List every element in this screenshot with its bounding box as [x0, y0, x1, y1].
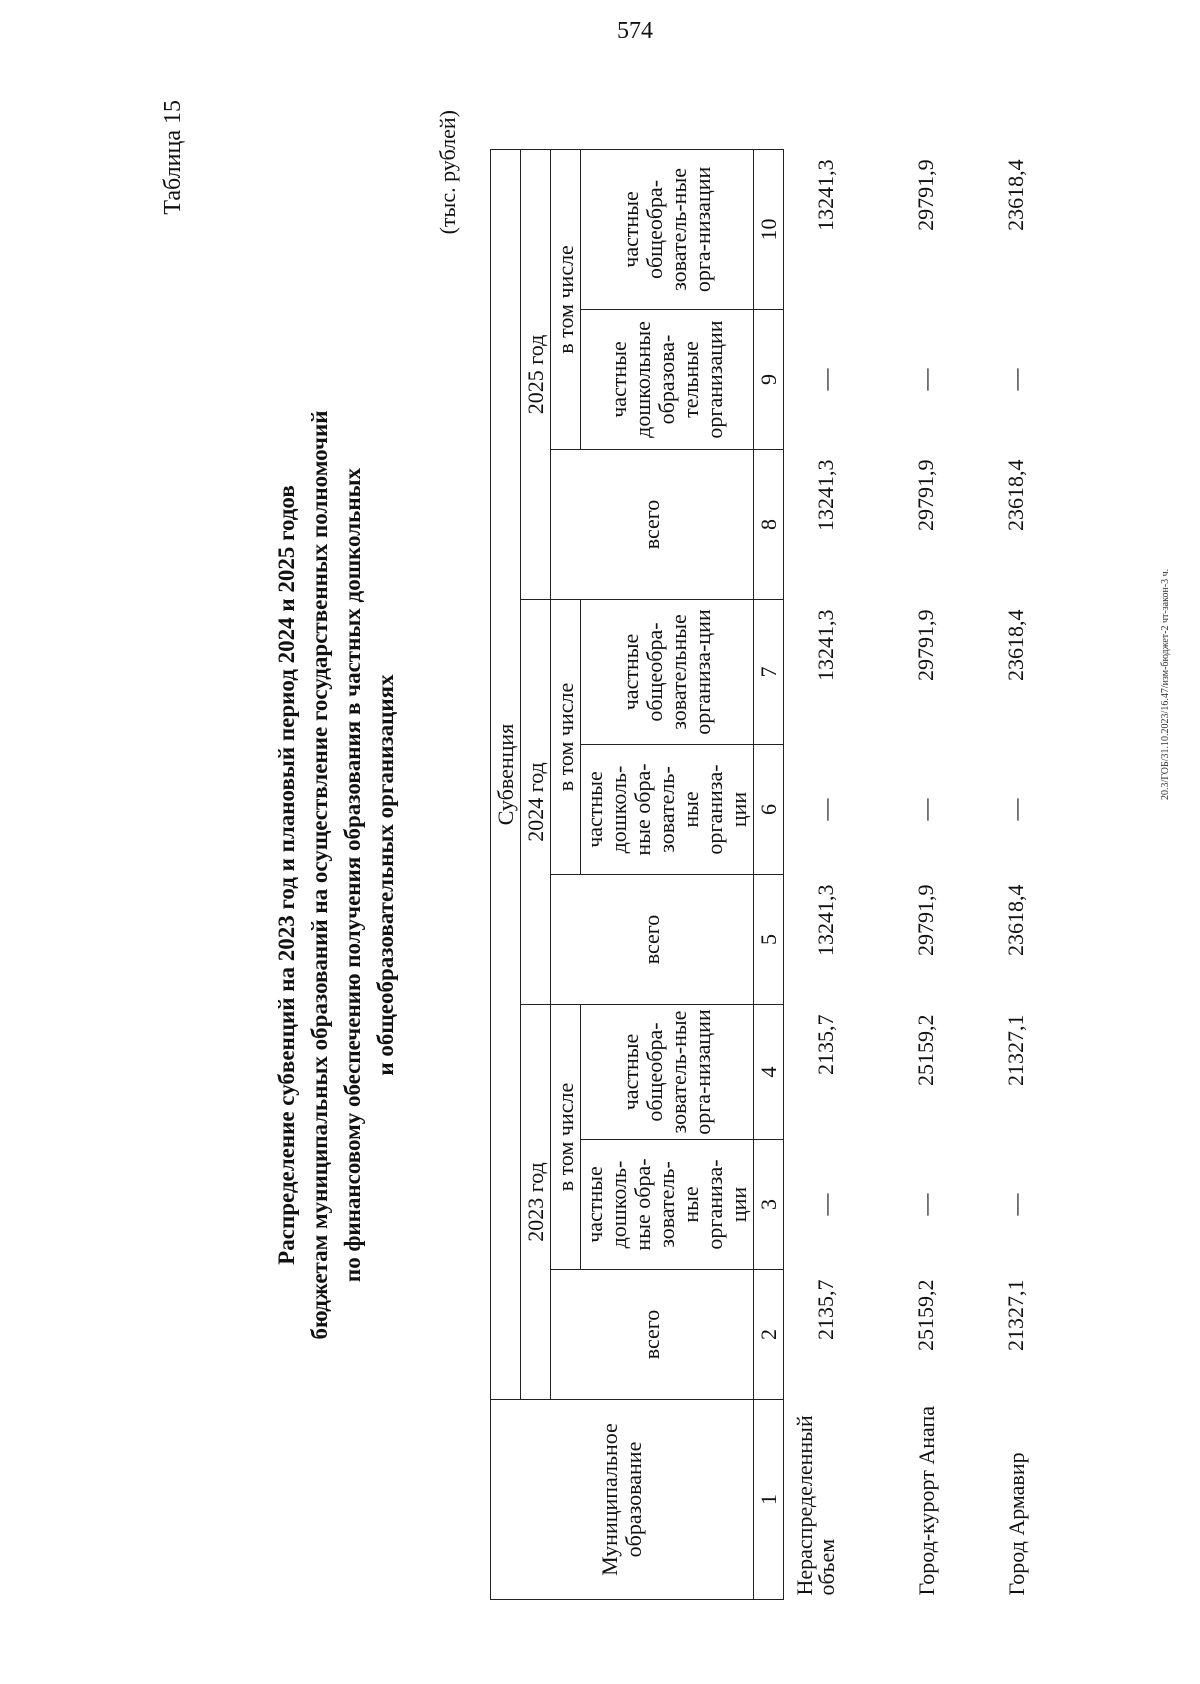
header-preschool-2025: частные дошкольные образова-тельные организации [581, 310, 754, 450]
title-line: по финансовому обеспечению получения образования в частных дошкольных [340, 467, 365, 1283]
document-title [270, 150, 402, 1600]
header-total-2025: всего [551, 450, 754, 600]
cell-value: 23618,4 [1002, 884, 1028, 956]
cell-value: 13241,3 [812, 884, 838, 956]
cell-value: 2135,7 [812, 1014, 838, 1075]
column-number: 1 [754, 1400, 784, 1600]
cell-value: — [912, 368, 938, 391]
column-number: 10 [754, 149, 784, 309]
cell-value: — [812, 1193, 838, 1216]
header-including-2023: в том числе [551, 1005, 581, 1270]
column-number: 8 [754, 450, 784, 600]
header-year-2025: 2025 год [521, 149, 551, 599]
header-total-2024: всего [551, 875, 754, 1005]
header-municipality: Муниципальное образование [491, 1400, 754, 1600]
column-number-row [754, 149, 784, 1599]
title-line: Распределение субвенций на 2023 год и плановый период 2024 и 2025 годов [274, 485, 299, 1265]
header-year-2024: 2024 год [521, 600, 551, 1005]
header-year-2023: 2023 год [521, 1005, 551, 1400]
row-name: Город-курорт Анапа [913, 1405, 939, 1596]
cell-value: — [812, 368, 838, 391]
cell-value: 29791,9 [912, 159, 938, 231]
cell-value: 13241,3 [812, 159, 838, 231]
header-general-2024: частные общеобра-зовательные организа-ции [581, 600, 754, 745]
cell-value: — [1002, 1193, 1028, 1216]
cell-value: — [1002, 368, 1028, 391]
cell-value: — [912, 1193, 938, 1216]
row-name: Город Армавир [1003, 1452, 1029, 1596]
cell-value: 29791,9 [912, 884, 938, 956]
table-label: Таблица 15 [160, 100, 186, 215]
cell-value: 2135,7 [812, 1279, 838, 1340]
column-number: 2 [754, 1270, 784, 1400]
units-note: (тыс. рублей) [435, 110, 460, 235]
header-preschool-2024: частные дошколь-ные обра-зователь-ные организа-ции [581, 745, 754, 875]
header-general-2023: частные общеобра-зователь-ные орга-низации [581, 1005, 754, 1140]
title-line: и общеобразовательных организациях [373, 674, 398, 1076]
column-number: 7 [754, 600, 784, 745]
cell-value: 25159,2 [912, 1014, 938, 1086]
cell-value: 23618,4 [1002, 459, 1028, 531]
column-number: 4 [754, 1005, 784, 1140]
cell-value: 23618,4 [1002, 159, 1028, 231]
column-number: 9 [754, 310, 784, 450]
row-name: Нераспределенный объем [791, 1415, 839, 1596]
header-preschool-2023: частные дошколь-ные обра-зователь-ные организа-ции [581, 1140, 754, 1270]
table-row [840, 149, 940, 1599]
cell-value: — [812, 798, 838, 821]
header-including-2024: в том числе [551, 600, 581, 875]
cell-value: 13241,3 [812, 459, 838, 531]
header-subvention: Субвенция [491, 149, 521, 1399]
cell-value: — [912, 798, 938, 821]
header-general-2025: частные общеобра-зователь-ные орга-низации [581, 149, 754, 309]
rotated-sheet [0, 80, 1200, 1640]
cell-value: 21327,1 [1002, 1279, 1028, 1351]
document-footer: 20.3/ГОБ/31.10.2023/16.47/изм-бюджет-2 чт-закон-3 ч. [1160, 568, 1171, 800]
cell-value: 21327,1 [1002, 1014, 1028, 1086]
cell-value: — [1002, 798, 1028, 821]
subvention-table [490, 149, 1030, 1600]
page-number: 574 [617, 18, 653, 44]
cell-value: 29791,9 [912, 459, 938, 531]
cell-value: 25159,2 [912, 1279, 938, 1351]
cell-value: 23618,4 [1002, 609, 1028, 681]
header-total-2023: всего [551, 1270, 754, 1400]
table-row [940, 149, 1030, 1599]
column-number: 6 [754, 745, 784, 875]
table-row [784, 149, 840, 1599]
column-number: 3 [754, 1140, 784, 1270]
title-line: бюджетам муниципальных образований на осуществление государственных полномочий [307, 410, 332, 1340]
cell-value: 13241,3 [812, 609, 838, 681]
column-number: 5 [754, 875, 784, 1005]
cell-value: 29791,9 [912, 609, 938, 681]
header-including-2025: в том числе [551, 149, 581, 449]
